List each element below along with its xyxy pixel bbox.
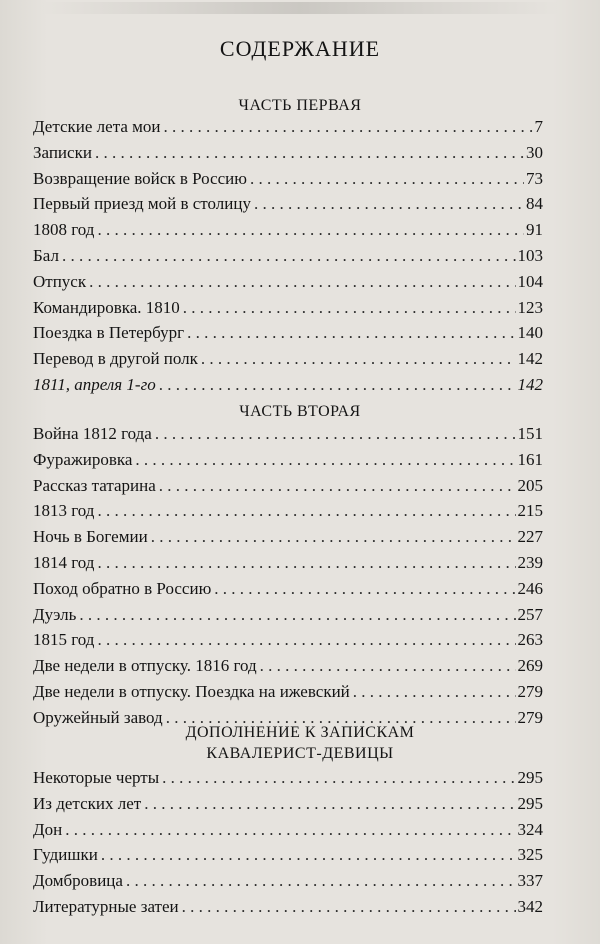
toc-entry-title: Ночь в Богемии (33, 527, 148, 547)
part-one-contents (33, 114, 543, 398)
dot-leader (260, 653, 516, 679)
toc-entry (33, 320, 543, 346)
toc-entry-page: 215 (517, 501, 543, 521)
toc-entry-page: 263 (517, 630, 543, 650)
toc-entry (33, 498, 543, 524)
toc-entry-page: 295 (517, 793, 543, 813)
toc-entry (33, 817, 543, 843)
toc-entry (33, 791, 543, 817)
dot-leader (183, 295, 516, 321)
toc-entry-page: 246 (517, 578, 543, 598)
toc-entry-page: 91 (526, 220, 543, 240)
toc-entry (33, 372, 543, 398)
supplement-heading (0, 722, 600, 764)
dot-leader (95, 140, 524, 166)
dot-leader (254, 191, 524, 217)
toc-entry (33, 217, 543, 243)
dot-leader (151, 524, 516, 550)
toc-entry (33, 842, 543, 868)
toc-entry-title: Дон (33, 819, 63, 839)
toc-entry-title: Гудишки (33, 845, 98, 865)
toc-entry (33, 550, 543, 576)
toc-entry (33, 243, 543, 269)
toc-entry-page: 30 (526, 142, 543, 162)
toc-entry-title: Поход обратно в Россию (33, 578, 212, 598)
part-one-heading: ЧАСТЬ ПЕРВАЯ (238, 97, 362, 114)
toc-entry-page: 151 (517, 424, 543, 443)
toc-entry (33, 576, 543, 602)
toc-entry-title: Возвращение войск в Россию (33, 168, 247, 188)
dot-leader (101, 842, 516, 868)
toc-entry-title: Отпуск (33, 271, 87, 291)
toc-entry-title: Перевод в другой полк (33, 349, 198, 369)
toc-entry-title: Поездка в Петербург (33, 323, 185, 343)
toc-entry (33, 191, 543, 217)
toc-entry-title: 1808 год (33, 220, 95, 240)
dot-leader (159, 473, 516, 499)
toc-entry-page: 227 (517, 527, 543, 547)
dot-leader (144, 791, 515, 817)
toc-entry-title: 1815 год (33, 630, 95, 650)
dot-leader (162, 765, 515, 791)
toc-entry-page: 142 (517, 374, 543, 394)
dot-leader (353, 679, 516, 705)
toc-entry-page: 84 (526, 194, 543, 214)
page-top-bleed (40, 2, 560, 14)
dot-leader (65, 817, 515, 843)
toc-entry-title: Две недели в отпуску. 1816 год (33, 656, 257, 676)
toc-entry-title: Из детских лет (33, 793, 142, 813)
toc-entry (33, 653, 543, 679)
toc-entry-page: 123 (517, 297, 543, 317)
toc-entry (33, 346, 543, 372)
toc-entry-title: Записки (33, 142, 92, 162)
toc-entry (33, 295, 543, 321)
toc-entry-page: 140 (517, 323, 543, 343)
toc-entry-title: 1811, апреля 1-го (33, 374, 156, 394)
supplement-heading-line-2: КАВАЛЕРИСТ-ДЕВИЦЫ (206, 745, 394, 762)
dot-leader (126, 868, 516, 894)
toc-entry (33, 269, 543, 295)
toc-entry-page: 342 (517, 896, 543, 916)
dot-leader (155, 421, 516, 447)
toc-entry-page: 337 (517, 871, 543, 891)
toc-entry-page: 104 (517, 271, 543, 291)
toc-entry (33, 765, 543, 791)
toc-entry (33, 114, 543, 140)
toc-entry (33, 524, 543, 550)
dot-leader (97, 627, 515, 653)
toc-entry-page: 239 (517, 552, 543, 572)
toc-entry (33, 166, 543, 192)
toc-entry (33, 679, 543, 705)
dot-leader (79, 602, 515, 628)
toc-entry-page: 7 (534, 117, 543, 136)
dot-leader (97, 550, 515, 576)
toc-entry (33, 627, 543, 653)
toc-entry-title: Детские лета мои (33, 117, 161, 136)
toc-entry-page: 103 (517, 245, 543, 265)
toc-entry-title: Командировка. 1810 (33, 297, 180, 317)
toc-entry-page: 324 (517, 819, 543, 839)
dot-leader (135, 447, 515, 473)
toc-entry-title: Бал (33, 245, 59, 265)
toc-entry-title: 1813 год (33, 501, 95, 521)
dot-leader (97, 498, 515, 524)
toc-entry-page: 161 (517, 449, 543, 469)
toc-entry-title: Две недели в отпуску. Поездка на ижевский (33, 681, 350, 701)
toc-entry (33, 473, 543, 499)
toc-entry (33, 868, 543, 894)
page-title: СОДЕРЖАНИЕ (219, 36, 381, 61)
toc-entry (33, 421, 543, 447)
toc-entry-title: Война 1812 года (33, 424, 152, 443)
toc-entry-page: 257 (517, 604, 543, 624)
toc-entry-title: Дуэль (33, 604, 77, 624)
toc-entry-title: Домбровица (33, 871, 123, 891)
toc-entry-title: Оружейный завод (33, 707, 163, 727)
dot-leader (89, 269, 515, 295)
toc-entry (33, 140, 543, 166)
dot-leader (182, 894, 516, 920)
dot-leader (187, 320, 515, 346)
supplement-heading-line-1: ДОПОЛНЕНИЕ К ЗАПИСКАМ (185, 724, 415, 741)
toc-entry-title: Первый приезд мой в столицу (33, 194, 251, 214)
toc-entry-page: 325 (517, 845, 543, 865)
dot-leader (201, 346, 516, 372)
toc-entry-page: 142 (517, 349, 543, 369)
toc-entry-title: Фуражировка (33, 449, 133, 469)
toc-entry-page: 269 (517, 656, 543, 676)
dot-leader (62, 243, 516, 269)
part-two-heading: ЧАСТЬ ВТОРАЯ (239, 403, 361, 420)
part-two-contents (33, 421, 543, 731)
dot-leader (214, 576, 515, 602)
dot-leader (97, 217, 524, 243)
toc-entry-page: 205 (517, 475, 543, 495)
toc-entry-page: 295 (517, 768, 543, 787)
toc-entry (33, 602, 543, 628)
toc-entry-page: 279 (517, 681, 543, 701)
dot-leader (159, 372, 516, 398)
toc-entry-title: Некоторые черты (33, 768, 160, 787)
toc-entry-title: Рассказ татарина (33, 475, 156, 495)
toc-entry (33, 894, 543, 920)
supplement-contents (33, 765, 543, 920)
toc-entry-title: Литературные затеи (33, 896, 179, 916)
toc-entry-page: 279 (517, 707, 543, 727)
toc-entry-page: 73 (526, 168, 543, 188)
dot-leader (250, 166, 524, 192)
toc-entry (33, 447, 543, 473)
toc-entry-title: 1814 год (33, 552, 95, 572)
dot-leader (164, 114, 533, 140)
